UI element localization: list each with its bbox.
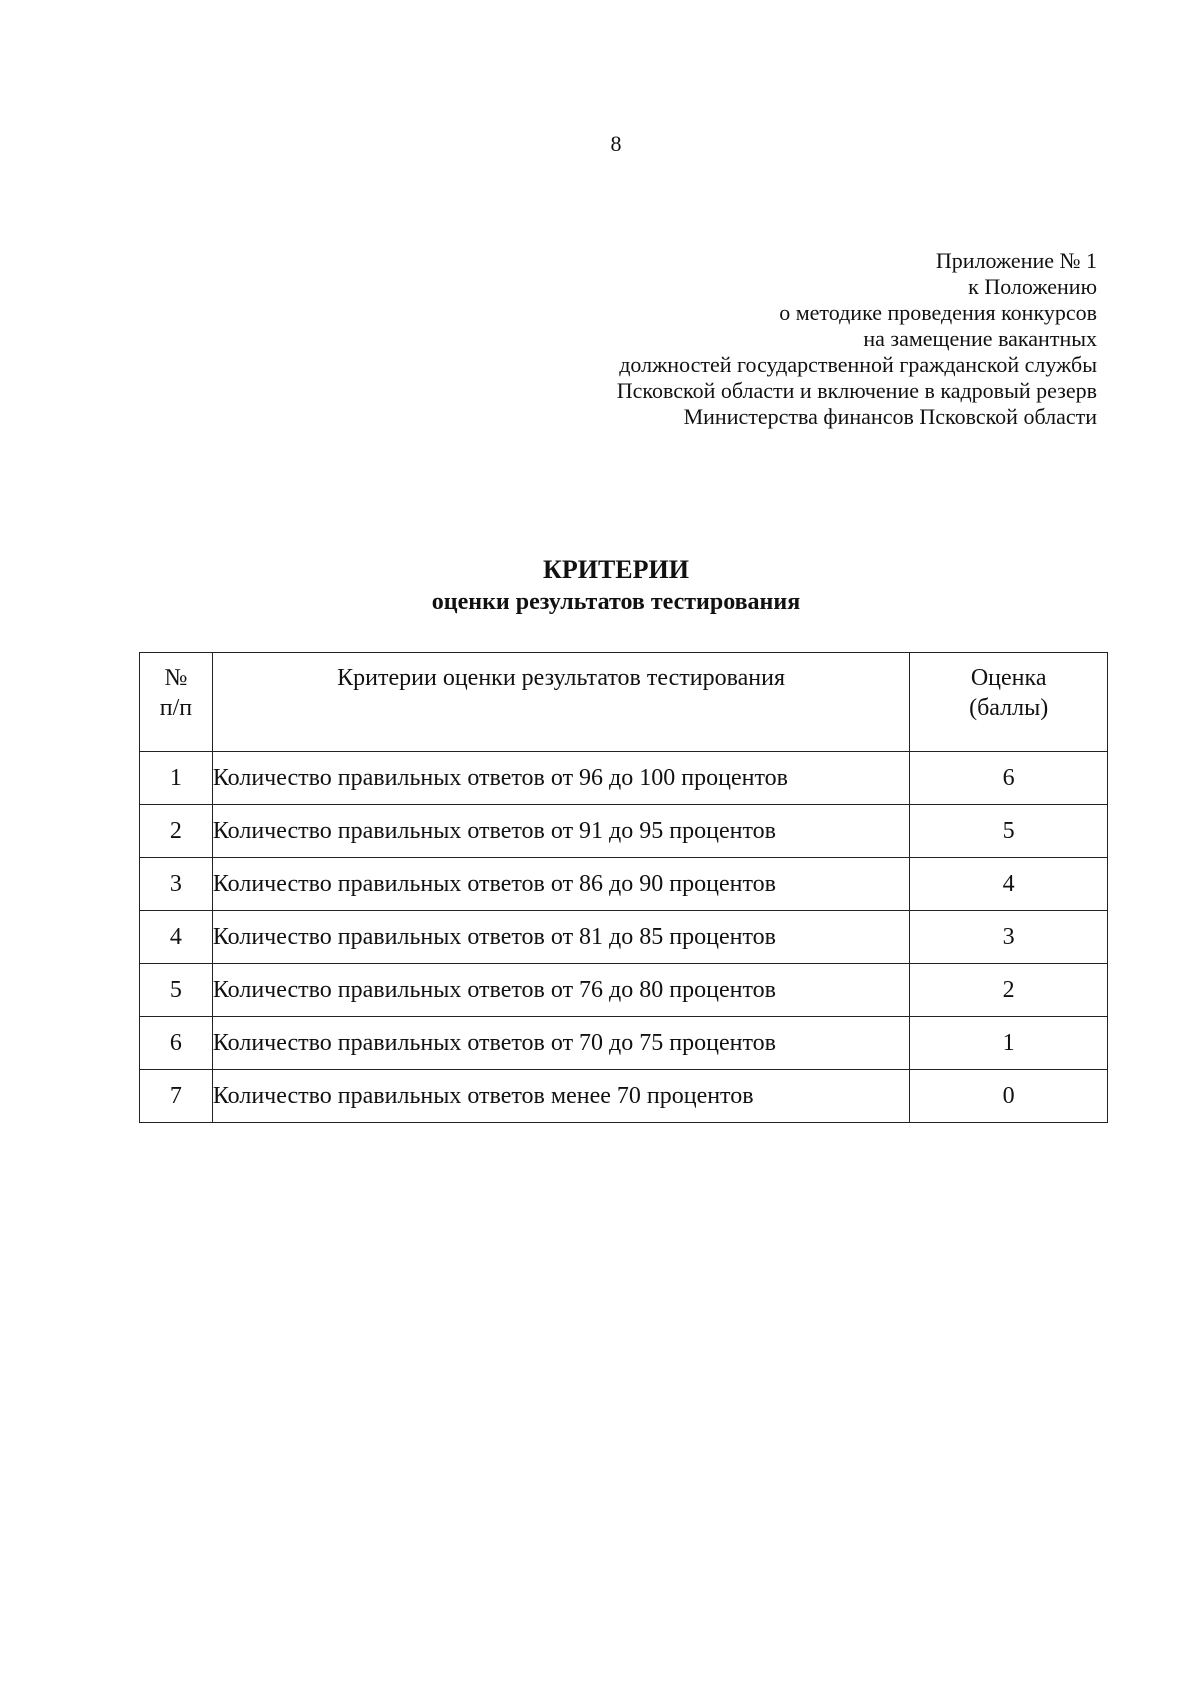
row-num: 7 [140, 1070, 213, 1123]
row-criteria: Количество правильных ответов от 96 до 100 процентов [212, 752, 909, 805]
row-criteria: Количество правильных ответов от 70 до 75 процентов [212, 1017, 909, 1070]
header-score [910, 653, 1108, 752]
table-header-row [140, 653, 1108, 752]
row-score: 1 [910, 1017, 1108, 1070]
table-row [140, 911, 1108, 964]
title-main: КРИТЕРИИ [543, 555, 689, 584]
page-number: 8 [610, 131, 622, 156]
appendix-line: Псковской области и включение в кадровый резерв [616, 378, 1097, 403]
appendix-line: на замещение вакантных [863, 326, 1097, 351]
row-score: 3 [910, 911, 1108, 964]
appendix-line: Приложение № 1 [935, 248, 1097, 273]
header-num-label: п/п [159, 695, 193, 721]
row-num: 1 [140, 752, 213, 805]
appendix-line: к Положению [968, 274, 1097, 299]
row-score: 2 [910, 964, 1108, 1017]
appendix-line: Министерства финансов Псковской области [683, 404, 1097, 429]
appendix-note [617, 248, 1097, 430]
header-score-unit: (баллы) [969, 695, 1049, 721]
title-subtitle: оценки результатов тестирования [431, 589, 801, 615]
table-row [140, 858, 1108, 911]
table-row [140, 805, 1108, 858]
appendix-line: о методике проведения конкурсов [779, 300, 1097, 325]
table-row [140, 752, 1108, 805]
appendix-line: должностей государственной гражданской службы [619, 352, 1097, 377]
row-criteria: Количество правильных ответов от 81 до 85 процентов [212, 911, 909, 964]
row-criteria: Количество правильных ответов от 91 до 95 процентов [212, 805, 909, 858]
row-criteria: Количество правильных ответов от 86 до 90 процентов [212, 858, 909, 911]
row-num: 4 [140, 911, 213, 964]
header-criteria: Критерии оценки результатов тестирования [212, 653, 909, 752]
row-score: 0 [910, 1070, 1108, 1123]
table-row [140, 964, 1108, 1017]
criteria-table [139, 652, 1108, 1123]
header-score-label: Оценка [970, 665, 1047, 691]
row-score: 5 [910, 805, 1108, 858]
row-score: 6 [910, 752, 1108, 805]
row-num: 5 [140, 964, 213, 1017]
row-score: 4 [910, 858, 1108, 911]
row-criteria: Количество правильных ответов от 76 до 80 процентов [212, 964, 909, 1017]
table-row [140, 1070, 1108, 1123]
header-num [140, 653, 213, 752]
row-num: 6 [140, 1017, 213, 1070]
row-criteria: Количество правильных ответов менее 70 процентов [212, 1070, 909, 1123]
row-num: 3 [140, 858, 213, 911]
document-title [0, 554, 1200, 618]
table-row [140, 1017, 1108, 1070]
row-num: 2 [140, 805, 213, 858]
header-num-symbol: № [164, 665, 188, 691]
